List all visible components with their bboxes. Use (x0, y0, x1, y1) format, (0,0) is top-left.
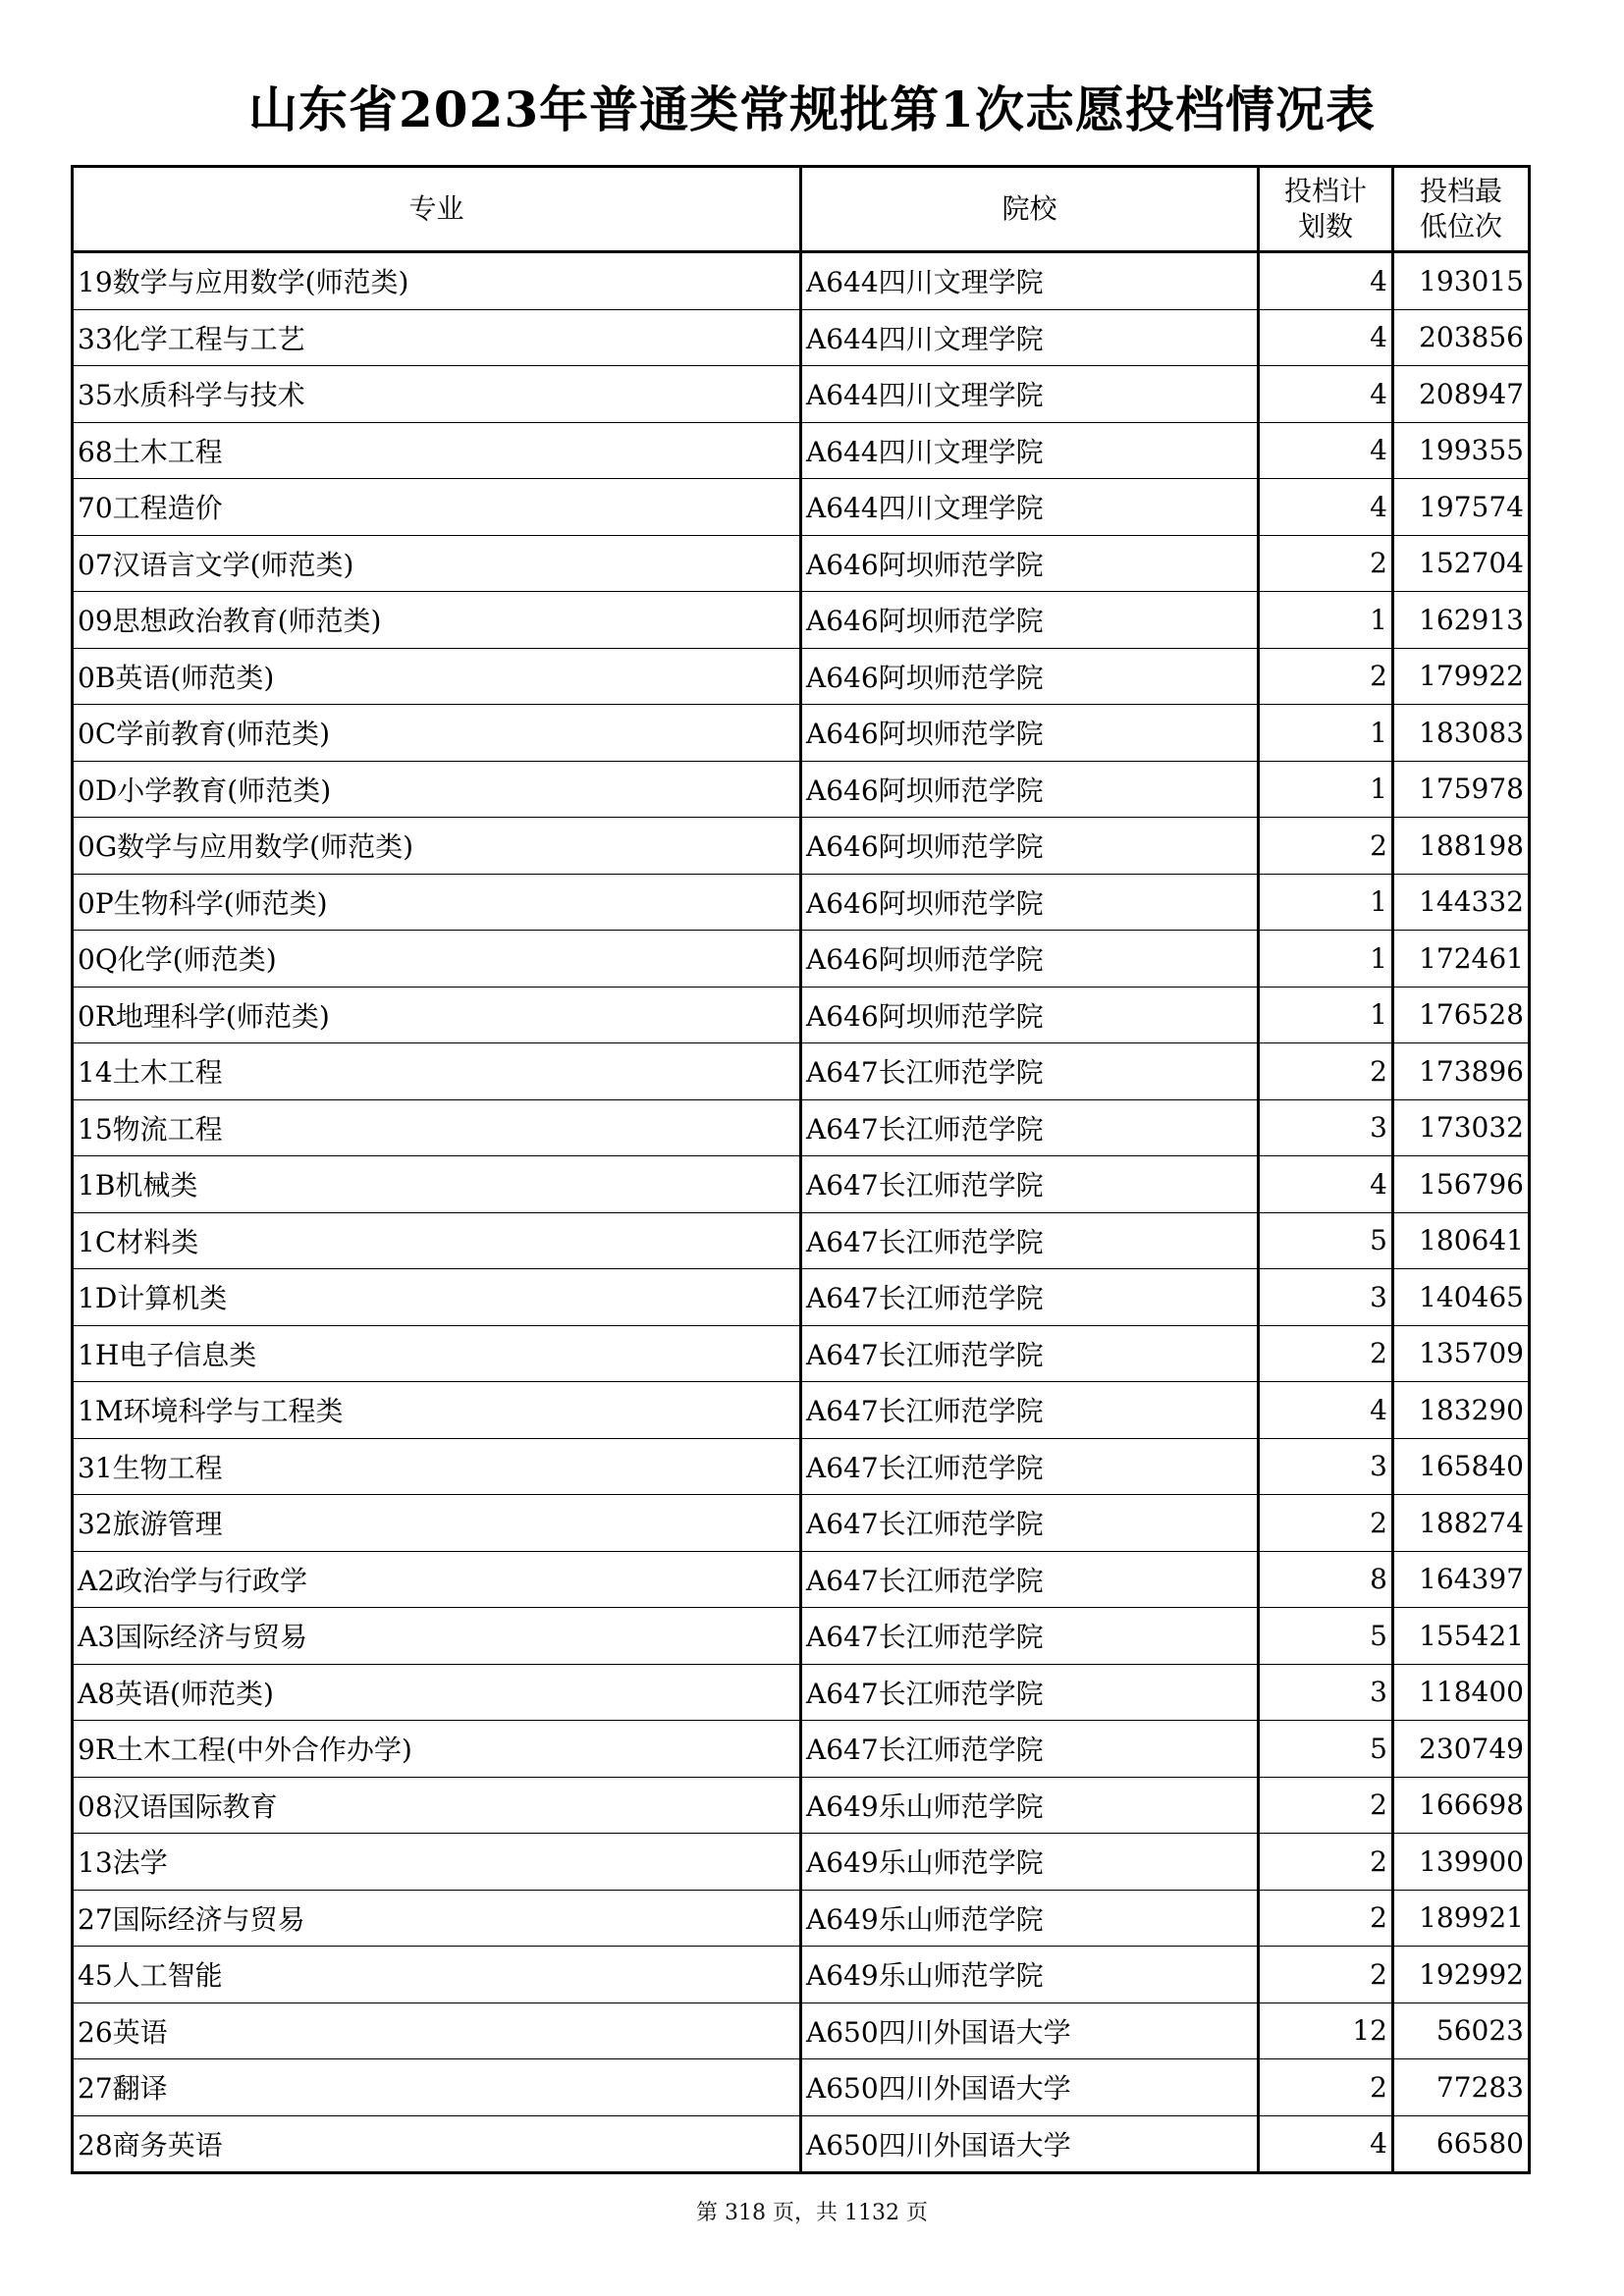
cell-major: 1D计算机类 (73, 1269, 801, 1326)
cell-school: A644四川文理学院 (801, 366, 1259, 423)
table-row (73, 1043, 1530, 1100)
page-footer: 第 318 页，共 1132 页 (696, 2201, 928, 2225)
table-row (73, 1664, 1530, 1721)
cell-rank: 173896 (1393, 1043, 1530, 1100)
table-row (73, 761, 1530, 818)
cell-major: 19数学与应用数学(师范类) (73, 252, 801, 310)
cell-major: 26英语 (73, 2002, 801, 2059)
cell-rank: 162913 (1393, 592, 1530, 649)
cell-school: A647长江师范学院 (801, 1664, 1259, 1721)
cell-plan: 8 (1259, 1551, 1393, 1608)
cell-major: 09思想政治教育(师范类) (73, 592, 801, 649)
column-header-plan: 投档计 划数 (1259, 167, 1393, 252)
cell-rank: 66580 (1393, 2115, 1530, 2173)
cell-rank: 118400 (1393, 1664, 1530, 1721)
table-row (73, 1325, 1530, 1382)
cell-plan: 4 (1259, 479, 1393, 536)
table-row (73, 1156, 1530, 1213)
cell-major: 32旅游管理 (73, 1495, 801, 1552)
table-row (73, 818, 1530, 875)
cell-major: 35水质科学与技术 (73, 366, 801, 423)
cell-rank: 188198 (1393, 818, 1530, 875)
cell-major: 27翻译 (73, 2059, 801, 2116)
cell-rank: 188274 (1393, 1495, 1530, 1552)
table-row (73, 1495, 1530, 1552)
table-row (73, 1608, 1530, 1665)
cell-major: 31生物工程 (73, 1438, 801, 1495)
cell-major: A8英语(师范类) (73, 1664, 801, 1721)
cell-major: 1M环境科学与工程类 (73, 1382, 801, 1439)
cell-rank: 164397 (1393, 1551, 1530, 1608)
table-row (73, 1947, 1530, 2003)
cell-major: 0P生物科学(师范类) (73, 874, 801, 931)
cell-major: 0G数学与应用数学(师范类) (73, 818, 801, 875)
cell-plan: 2 (1259, 2059, 1393, 2116)
cell-plan: 4 (1259, 2115, 1393, 2173)
cell-major: 45人工智能 (73, 1947, 801, 2003)
table-row (73, 366, 1530, 423)
table-row (73, 422, 1530, 479)
cell-school: A646阿坝师范学院 (801, 874, 1259, 931)
cell-plan: 3 (1259, 1269, 1393, 1326)
cell-major: A2政治学与行政学 (73, 1551, 801, 1608)
cell-school: A644四川文理学院 (801, 309, 1259, 366)
table-row (73, 592, 1530, 649)
table-row (73, 1269, 1530, 1326)
cell-major: 0B英语(师范类) (73, 648, 801, 705)
cell-rank: 152704 (1393, 535, 1530, 592)
cell-plan: 2 (1259, 1777, 1393, 1834)
cell-rank: 173032 (1393, 1099, 1530, 1156)
cell-rank: 155421 (1393, 1608, 1530, 1665)
table-body (73, 252, 1530, 2173)
cell-school: A646阿坝师范学院 (801, 818, 1259, 875)
table-row (73, 2002, 1530, 2059)
cell-plan: 1 (1259, 931, 1393, 988)
table-row (73, 1382, 1530, 1439)
cell-rank: 197574 (1393, 479, 1530, 536)
cell-plan: 1 (1259, 761, 1393, 818)
table-row (73, 479, 1530, 536)
cell-rank: 203856 (1393, 309, 1530, 366)
cell-school: A650四川外国语大学 (801, 2002, 1259, 2059)
cell-rank: 180641 (1393, 1212, 1530, 1269)
cell-school: A647长江师范学院 (801, 1043, 1259, 1100)
column-header-major: 专业 (73, 167, 801, 252)
table-row (73, 1551, 1530, 1608)
table-row (73, 1721, 1530, 1778)
cell-major: 14土木工程 (73, 1043, 801, 1100)
cell-plan: 1 (1259, 705, 1393, 762)
cell-major: A3国际经济与贸易 (73, 1608, 801, 1665)
cell-rank: 199355 (1393, 422, 1530, 479)
cell-school: A646阿坝师范学院 (801, 648, 1259, 705)
column-header-rank: 投档最 低位次 (1393, 167, 1530, 252)
cell-school: A647长江师范学院 (801, 1551, 1259, 1608)
cell-rank: 139900 (1393, 1834, 1530, 1891)
page-title: 山东省2023年普通类常规批第1次志愿投档情况表 (248, 80, 1376, 138)
table-header-row (73, 167, 1530, 252)
cell-school: A647长江师范学院 (801, 1495, 1259, 1552)
cell-school: A647长江师范学院 (801, 1269, 1259, 1326)
cell-rank: 179922 (1393, 648, 1530, 705)
cell-plan: 2 (1259, 1947, 1393, 2003)
cell-plan: 1 (1259, 987, 1393, 1043)
cell-major: 68土木工程 (73, 422, 801, 479)
cell-school: A647长江师范学院 (801, 1325, 1259, 1382)
cell-plan: 5 (1259, 1721, 1393, 1778)
cell-school: A650四川外国语大学 (801, 2115, 1259, 2173)
cell-school: A647长江师范学院 (801, 1608, 1259, 1665)
cell-school: A649乐山师范学院 (801, 1834, 1259, 1891)
cell-plan: 2 (1259, 535, 1393, 592)
cell-major: 1B机械类 (73, 1156, 801, 1213)
table-row (73, 535, 1530, 592)
table-row (73, 987, 1530, 1043)
cell-rank: 175978 (1393, 761, 1530, 818)
cell-major: 15物流工程 (73, 1099, 801, 1156)
cell-rank: 193015 (1393, 252, 1530, 310)
cell-plan: 2 (1259, 1495, 1393, 1552)
table-row (73, 1212, 1530, 1269)
table-row (73, 1834, 1530, 1891)
table-row (73, 648, 1530, 705)
cell-plan: 2 (1259, 1890, 1393, 1947)
cell-rank: 183083 (1393, 705, 1530, 762)
cell-rank: 165840 (1393, 1438, 1530, 1495)
cell-plan: 5 (1259, 1608, 1393, 1665)
cell-school: A644四川文理学院 (801, 479, 1259, 536)
cell-plan: 5 (1259, 1212, 1393, 1269)
cell-rank: 135709 (1393, 1325, 1530, 1382)
cell-major: 28商务英语 (73, 2115, 801, 2173)
cell-rank: 230749 (1393, 1721, 1530, 1778)
cell-school: A644四川文理学院 (801, 422, 1259, 479)
cell-major: 1H电子信息类 (73, 1325, 801, 1382)
cell-plan: 2 (1259, 648, 1393, 705)
table-row (73, 931, 1530, 988)
cell-plan: 2 (1259, 1043, 1393, 1100)
cell-plan: 1 (1259, 874, 1393, 931)
cell-plan: 4 (1259, 252, 1393, 310)
cell-school: A646阿坝师范学院 (801, 535, 1259, 592)
cell-major: 9R土木工程(中外合作办学) (73, 1721, 801, 1778)
cell-major: 0R地理科学(师范类) (73, 987, 801, 1043)
cell-rank: 156796 (1393, 1156, 1530, 1213)
cell-school: A649乐山师范学院 (801, 1777, 1259, 1834)
cell-plan: 12 (1259, 2002, 1393, 2059)
cell-plan: 4 (1259, 422, 1393, 479)
cell-school: A647长江师范学院 (801, 1382, 1259, 1439)
cell-school: A646阿坝师范学院 (801, 761, 1259, 818)
cell-plan: 3 (1259, 1099, 1393, 1156)
cell-rank: 56023 (1393, 2002, 1530, 2059)
table-row (73, 2059, 1530, 2116)
cell-rank: 189921 (1393, 1890, 1530, 1947)
cell-school: A646阿坝师范学院 (801, 931, 1259, 988)
cell-plan: 3 (1259, 1438, 1393, 1495)
cell-school: A646阿坝师范学院 (801, 987, 1259, 1043)
cell-rank: 208947 (1393, 366, 1530, 423)
table-row (73, 874, 1530, 931)
cell-school: A649乐山师范学院 (801, 1890, 1259, 1947)
cell-major: 08汉语国际教育 (73, 1777, 801, 1834)
cell-school: A650四川外国语大学 (801, 2059, 1259, 2116)
cell-school: A646阿坝师范学院 (801, 592, 1259, 649)
cell-plan: 4 (1259, 1382, 1393, 1439)
cell-school: A647长江师范学院 (801, 1099, 1259, 1156)
cell-major: 70工程造价 (73, 479, 801, 536)
cell-plan: 2 (1259, 1834, 1393, 1891)
cell-plan: 3 (1259, 1664, 1393, 1721)
cell-plan: 4 (1259, 1156, 1393, 1213)
cell-plan: 2 (1259, 818, 1393, 875)
cell-major: 13法学 (73, 1834, 801, 1891)
cell-plan: 1 (1259, 592, 1393, 649)
cell-rank: 192992 (1393, 1947, 1530, 2003)
table-row (73, 1777, 1530, 1834)
cell-rank: 183290 (1393, 1382, 1530, 1439)
cell-plan: 4 (1259, 309, 1393, 366)
cell-major: 1C材料类 (73, 1212, 801, 1269)
table-row (73, 252, 1530, 310)
cell-school: A647长江师范学院 (801, 1156, 1259, 1213)
cell-school: A647长江师范学院 (801, 1438, 1259, 1495)
cell-major: 33化学工程与工艺 (73, 309, 801, 366)
table-row (73, 1099, 1530, 1156)
cell-rank: 176528 (1393, 987, 1530, 1043)
cell-major: 0C学前教育(师范类) (73, 705, 801, 762)
admission-table (71, 165, 1531, 2174)
table-row (73, 309, 1530, 366)
table-row (73, 705, 1530, 762)
cell-rank: 166698 (1393, 1777, 1530, 1834)
table-row (73, 1438, 1530, 1495)
cell-major: 0D小学教育(师范类) (73, 761, 801, 818)
cell-rank: 77283 (1393, 2059, 1530, 2116)
cell-school: A649乐山师范学院 (801, 1947, 1259, 2003)
cell-rank: 172461 (1393, 931, 1530, 988)
cell-school: A647长江师范学院 (801, 1212, 1259, 1269)
cell-school: A647长江师范学院 (801, 1721, 1259, 1778)
cell-school: A644四川文理学院 (801, 252, 1259, 310)
column-header-school: 院校 (801, 167, 1259, 252)
cell-major: 0Q化学(师范类) (73, 931, 801, 988)
cell-rank: 144332 (1393, 874, 1530, 931)
cell-major: 27国际经济与贸易 (73, 1890, 801, 1947)
table-row (73, 2115, 1530, 2173)
cell-major: 07汉语言文学(师范类) (73, 535, 801, 592)
cell-rank: 140465 (1393, 1269, 1530, 1326)
table-row (73, 1890, 1530, 1947)
cell-plan: 4 (1259, 366, 1393, 423)
cell-school: A646阿坝师范学院 (801, 705, 1259, 762)
cell-plan: 2 (1259, 1325, 1393, 1382)
